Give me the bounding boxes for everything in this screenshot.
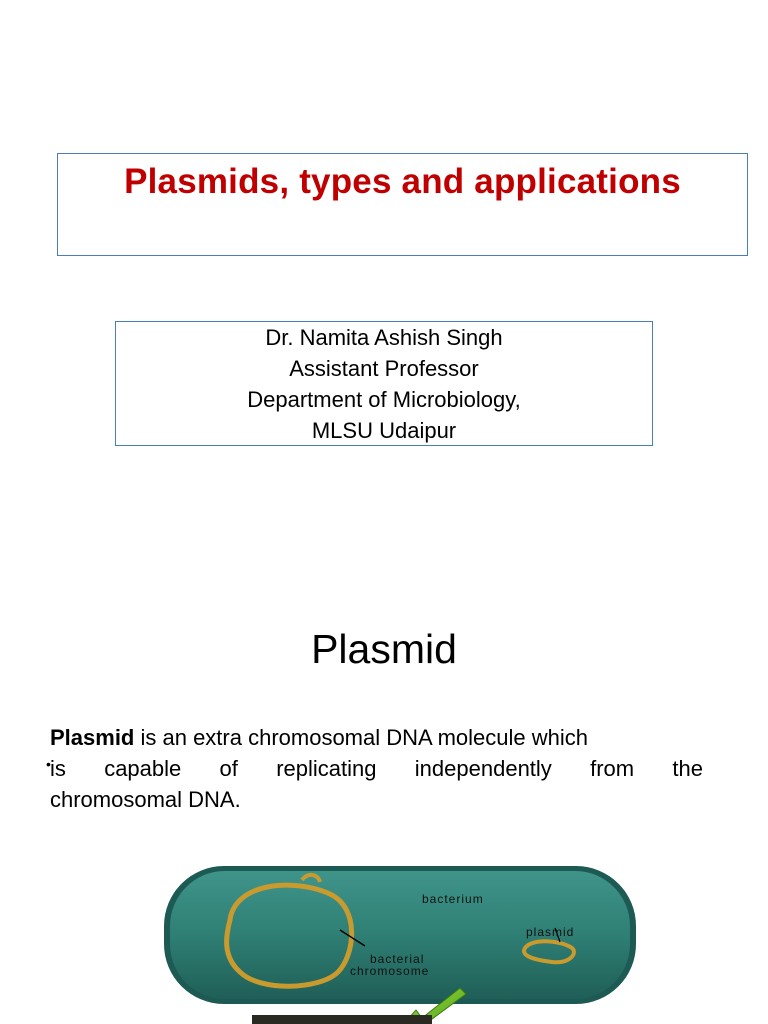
label-plasmid: plasmid (526, 925, 575, 939)
slide-title: Plasmids, types and applications (124, 162, 681, 201)
title-box (57, 153, 748, 256)
label-chromosome-1: bacterial (370, 952, 425, 966)
definition-line-1: is an extra chromosomal DNA molecule which (134, 725, 588, 750)
definition-line-2: is capable of replicating independently from the (50, 756, 703, 781)
definition-line-3: chromosomal DNA. (50, 787, 241, 812)
author-institution: MLSU Udaipur (311, 417, 457, 443)
author-name: Dr. Namita Ashish Singh (265, 324, 503, 350)
photo-strip (252, 1015, 432, 1024)
plasmid-heading: Plasmid (311, 626, 457, 672)
plasmid-definition (50, 722, 703, 815)
author-department: Department of Microbiology, (247, 386, 521, 412)
label-bacterium: bacterium (422, 892, 484, 906)
author-position: Assistant Professor (289, 355, 479, 381)
definition-term: Plasmid (50, 725, 135, 750)
bacterium-diagram (160, 860, 640, 1024)
bullet-marker: • (46, 756, 51, 772)
author-box (115, 321, 653, 446)
label-chromosome-2: chromosome (350, 964, 430, 978)
